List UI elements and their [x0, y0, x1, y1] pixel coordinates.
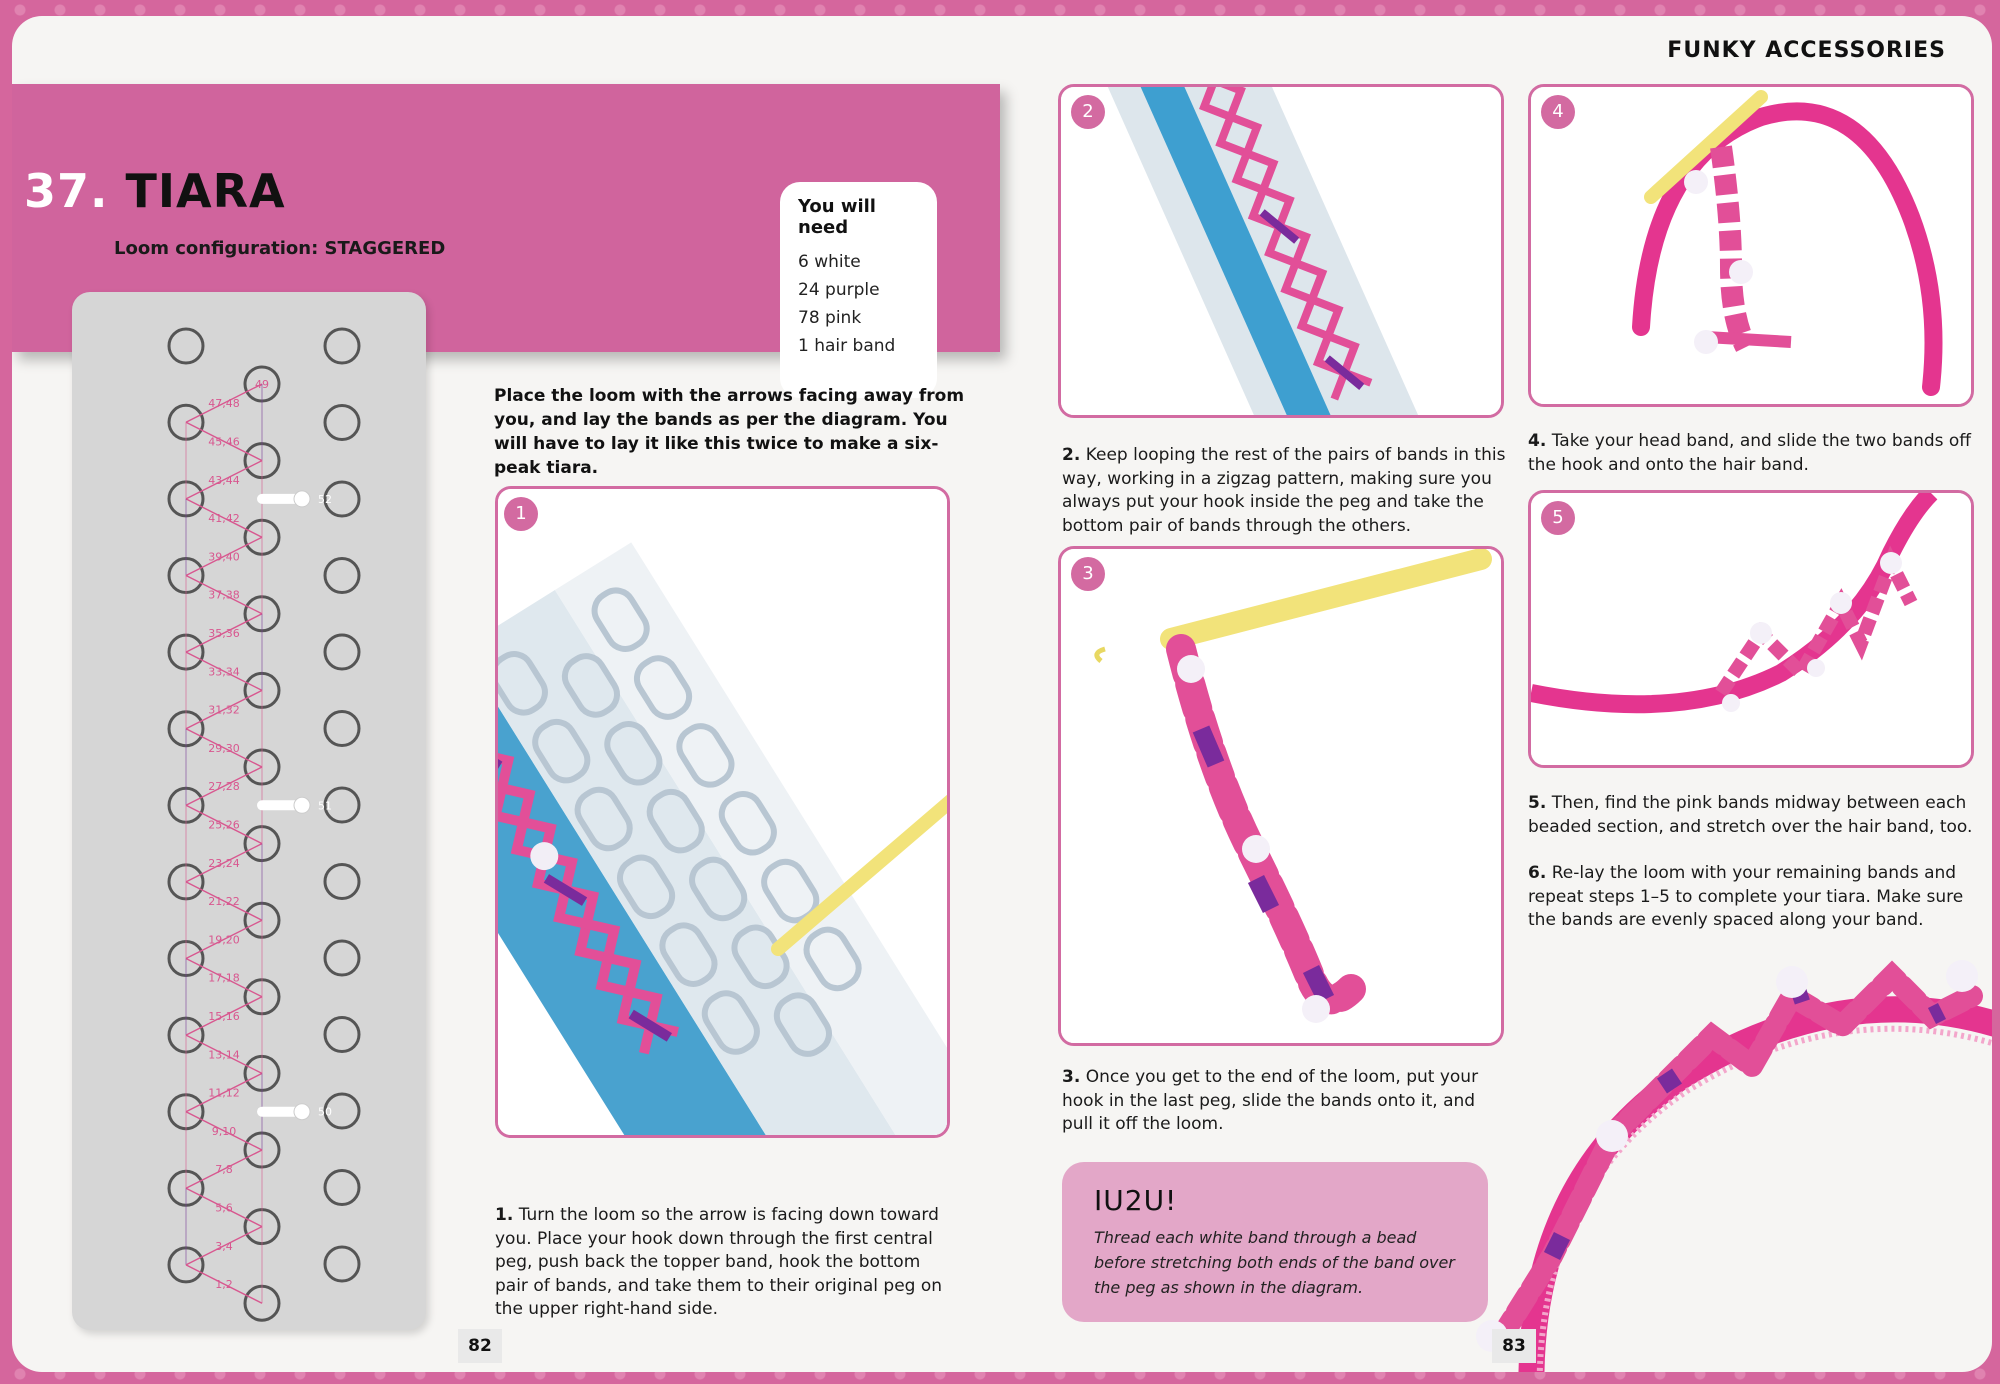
pair-label: 41,42 [208, 512, 240, 526]
bead-label: 52 [318, 492, 332, 506]
step-2-photo [1058, 84, 1504, 418]
bead-label: 50 [318, 1105, 332, 1119]
headband-hook-illustration [1531, 87, 1974, 407]
material-item: 1 hair band [798, 336, 896, 356]
loom-peg [169, 329, 203, 363]
step-badge-4: 4 [1541, 95, 1575, 129]
pair-label: 3,4 [215, 1239, 233, 1253]
loom-peg [325, 941, 359, 975]
page-number-right: 83 [1492, 1329, 1536, 1363]
loom-closeup-illustration [498, 489, 950, 1138]
loom-peg [325, 406, 359, 440]
step-1-number: 1. [495, 1205, 514, 1225]
bead [294, 797, 310, 813]
step-4-photo [1528, 84, 1974, 407]
step-3-text [1062, 1066, 1492, 1137]
step-1-text [495, 1204, 955, 1322]
pair-label: 23,24 [208, 856, 240, 870]
pair-label: 43,44 [208, 473, 240, 487]
material-item: 78 pink [798, 308, 862, 328]
intro-text: Place the loom with the arrows facing away from you, and lay the bands as per the diagram. You will have to lay it like this twice to make a six-peak tiara. [494, 386, 965, 478]
step-badge-1: 1 [504, 497, 538, 531]
step-3-body: Once you get to the end of the loom, put your hook in the last peg, slide the bands onto it, and pull it off the loom. [1062, 1067, 1479, 1134]
top-band-label: 49 [255, 378, 269, 391]
pair-label: 33,34 [208, 665, 240, 679]
pair-label: 11,12 [208, 1086, 240, 1100]
pair-label: 47,48 [208, 397, 240, 411]
pair-label: 17,18 [208, 971, 240, 985]
step-5-number: 5. [1528, 793, 1547, 813]
step-6-number: 6. [1528, 863, 1547, 883]
step-4-body: Take your head band, and slide the two bands off the hook and onto the hair band. [1528, 431, 1972, 475]
materials-list [798, 248, 919, 360]
step-5-body: Then, find the pink bands midway between each beaded section, and stretch over the hair band, too. [1528, 793, 1973, 837]
step-1-body: Turn the loom so the arrow is facing down toward you. Place your hook down through the first central peg, push back the topper band, hook the bottom pair of bands, and take them to their original peg on the upper right-hand side. [495, 1205, 943, 1319]
step-badge-5: 5 [1541, 501, 1575, 535]
hook-chain-illustration [1061, 549, 1504, 1046]
loom-peg [325, 635, 359, 669]
loom-diagram-svg [72, 292, 426, 1330]
pair-label: 21,22 [208, 895, 240, 909]
pair-label: 15,16 [208, 1009, 240, 1023]
tip-box [1062, 1162, 1488, 1322]
step-2-body: Keep looping the rest of the pairs of bands in this way, working in a zigzag pattern, making sure you always put your hook inside the peg and take the bottom pair of bands through the others. [1062, 445, 1506, 536]
loom-peg [325, 329, 359, 363]
pair-label: 37,38 [208, 588, 240, 602]
step-4-number: 4. [1528, 431, 1547, 451]
step-6-body: Re-lay the loom with your remaining bands and repeat steps 1–5 to complete your tiara. Make sure the bands are evenly spaced along your band. [1528, 863, 1964, 930]
step-3-number: 3. [1062, 1067, 1081, 1087]
pair-label: 1,2 [215, 1278, 233, 1292]
headband-tiara-illustration [1531, 493, 1974, 768]
project-name: TIARA [125, 164, 286, 218]
loom-peg [325, 1018, 359, 1052]
pair-label: 27,28 [208, 780, 240, 794]
project-title [24, 164, 286, 218]
pair-label: 31,32 [208, 703, 240, 717]
tip-text: Thread each white band through a bead before stretching both ends of the band over the peg as shown in the diagram. [1094, 1228, 1455, 1297]
you-will-need-heading: You will need [798, 196, 876, 238]
step-4-text [1528, 430, 1988, 477]
pair-label: 35,36 [208, 626, 240, 640]
bead-label: 51 [318, 799, 332, 813]
loom-peg [325, 712, 359, 746]
pair-label: 45,46 [208, 435, 240, 449]
pair-label: 5,6 [215, 1201, 233, 1215]
page-number-left: 82 [458, 1329, 502, 1363]
you-will-need-box [780, 182, 937, 398]
loom-peg [325, 1171, 359, 1205]
loom-diagram [72, 292, 426, 1330]
loom-configuration: Loom configuration: STAGGERED [114, 238, 446, 259]
step-2-text [1062, 444, 1522, 538]
material-item: 6 white [798, 252, 861, 272]
pair-label: 25,26 [208, 818, 240, 832]
pair-label: 19,20 [208, 933, 240, 947]
step-3-photo [1058, 546, 1504, 1046]
step-5-text [1528, 792, 1988, 839]
step-6-text [1528, 862, 1988, 933]
step-badge-2: 2 [1071, 95, 1105, 129]
step-1-photo [495, 486, 950, 1138]
pair-label: 7,8 [215, 1163, 233, 1177]
page-surface [12, 16, 1992, 1372]
loom-strip-illustration [1061, 87, 1504, 418]
pair-label: 13,14 [208, 1048, 240, 1062]
bead [294, 1104, 310, 1120]
finished-tiara-photo [1462, 936, 1992, 1372]
bead [294, 491, 310, 507]
pair-label: 29,30 [208, 741, 240, 755]
loom-peg [325, 559, 359, 593]
project-number: 37. [24, 164, 109, 218]
step-2-number: 2. [1062, 445, 1081, 465]
step-5-photo [1528, 490, 1974, 768]
pair-label: 39,40 [208, 550, 240, 564]
pair-label: 9,10 [211, 1124, 237, 1138]
material-item: 24 purple [798, 280, 880, 300]
tip-title: IU2U! [1094, 1184, 1178, 1217]
step-badge-3: 3 [1071, 557, 1105, 591]
loom-peg [325, 865, 359, 899]
loom-peg [325, 1247, 359, 1281]
section-label: FUNKY ACCESSORIES [1667, 38, 1946, 63]
